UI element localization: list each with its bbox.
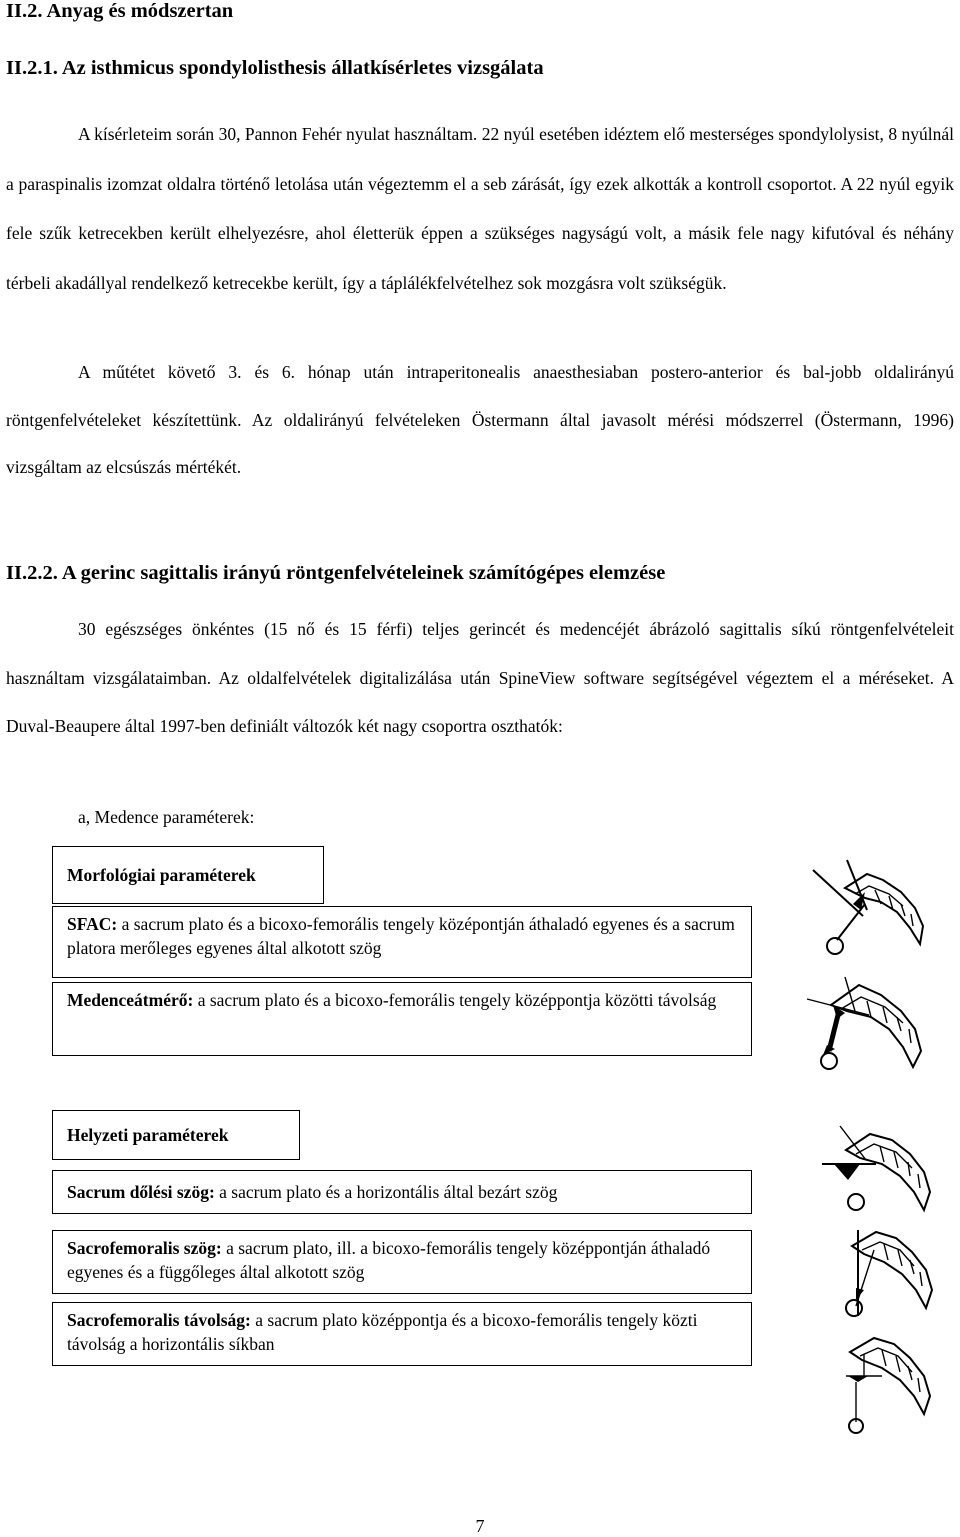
sacrofemoral-distance-description: a sacrum plato középpontja és a bicoxo-femorális tengely közti távolság a horizontális síkban: [67, 1310, 698, 1354]
sacrum-sfac-diagram-icon: [805, 858, 935, 958]
sacrum-slope-diagram-icon: [820, 1120, 940, 1220]
positional-parameters-title: Helyzeti paraméterek: [67, 1125, 229, 1145]
pelvic-diameter-description: a sacrum plato és a bicoxo-femorális tengely középpontja közötti távolság: [193, 990, 717, 1010]
sacrofemoral-angle-description: a sacrum plato, ill. a bicoxo-femorális tengely középpontján áthaladó egyenes és a függőleges által alkotott szög: [67, 1238, 711, 1282]
paragraph-xray: A műtétet követő 3. és 6. hónap után intraperitonealis anaesthesiaban postero-anterior és bal-jobb oldalirányú röntgenfelvételeket készítettünk. Az oldalirányú felvételeken Östermann által javasolt mérési módszerrel (Östermann, 1996) vizsgáltam az elcsúszás mértékét.: [6, 362, 954, 477]
pelvic-diameter-definition-box: [52, 982, 752, 1056]
positional-parameters-title-box: [52, 1110, 300, 1160]
sfac-term: SFAC:: [67, 914, 118, 934]
section-heading: II.2. Anyag és módszertan: [6, 0, 234, 22]
pelvic-diameter-term: Medenceátmérő:: [67, 990, 194, 1010]
sacral-slope-line: [67, 1180, 557, 1204]
sacrofemoral-angle-diagram-icon: [820, 1220, 940, 1320]
morphological-parameters-title-box: [52, 846, 324, 904]
paragraph-experiment: A kísérleteim során 30, Pannon Fehér nyulat használtam. 22 nyúl esetében idéztem elő mesterséges spondylolysist, 8 nyúlnál a paraspinalis izomzat oldalra történő letolása után végeztemm el a seb zárását, így ezek alkották a kontroll csoportot. A 22 nyúl egyik fele szűk ketrecekben került elhelyezésre, ahol életterük éppen a szükséges nagyságú volt, a másik fele nagy kifutóval és néhány térbeli akadállyal rendelkező ketrecekbe került, így a táplálékfelvételhez sok mozgásra volt szükségük.: [6, 124, 954, 293]
sacral-slope-definition-box: [52, 1170, 752, 1214]
sfac-description: a sacrum plato és a bicoxo-femorális tengely középontján áthaladó egyenes és a sacrum platora merőleges egyenes által alkotott szög: [67, 914, 735, 958]
sacral-slope-term: Sacrum dőlési szög:: [67, 1182, 215, 1202]
sacrum-diameter-diagram-icon: [805, 975, 935, 1075]
paragraph-analysis: 30 egészséges önkéntes (15 nő és 15 férfi) teljes gerincét és medencéjét ábrázoló sagittalis síkú röntgenfelvételeit használtam vizsgálataimban. Az oldalfelvételek digitalizálása után SpineView software segítségével végeztem el a méréseket. A Duval-Beaupere által 1997-ben definiált változók két nagy csoportra oszthatók:: [6, 619, 954, 736]
morphological-parameters-title: Morfológiai paraméterek: [67, 865, 256, 885]
sacrofemoral-angle-term: Sacrofemoralis szög:: [67, 1238, 222, 1258]
sacrofemoral-angle-definition-box: [52, 1230, 752, 1294]
sacrofemoral-distance-diagram-icon: [820, 1330, 940, 1440]
sacral-slope-description: a sacrum plato és a horizontális által bezárt szög: [214, 1182, 558, 1202]
subsection-heading-1: II.2.1. Az isthmicus spondylolisthesis állatkísérletes vizsgálata: [6, 57, 544, 79]
page-number: 7: [475, 1516, 485, 1536]
pelvis-parameters-subheading: a, Medence paraméterek:: [78, 807, 255, 827]
sfac-definition-box: [52, 906, 752, 978]
sacrofemoral-distance-term: Sacrofemoralis távolság:: [67, 1310, 251, 1330]
sacrofemoral-distance-definition-box: [52, 1302, 752, 1366]
subsection-heading-2: II.2.2. A gerinc sagittalis irányú röntgenfelvételeinek számítógépes elemzése: [6, 562, 666, 584]
